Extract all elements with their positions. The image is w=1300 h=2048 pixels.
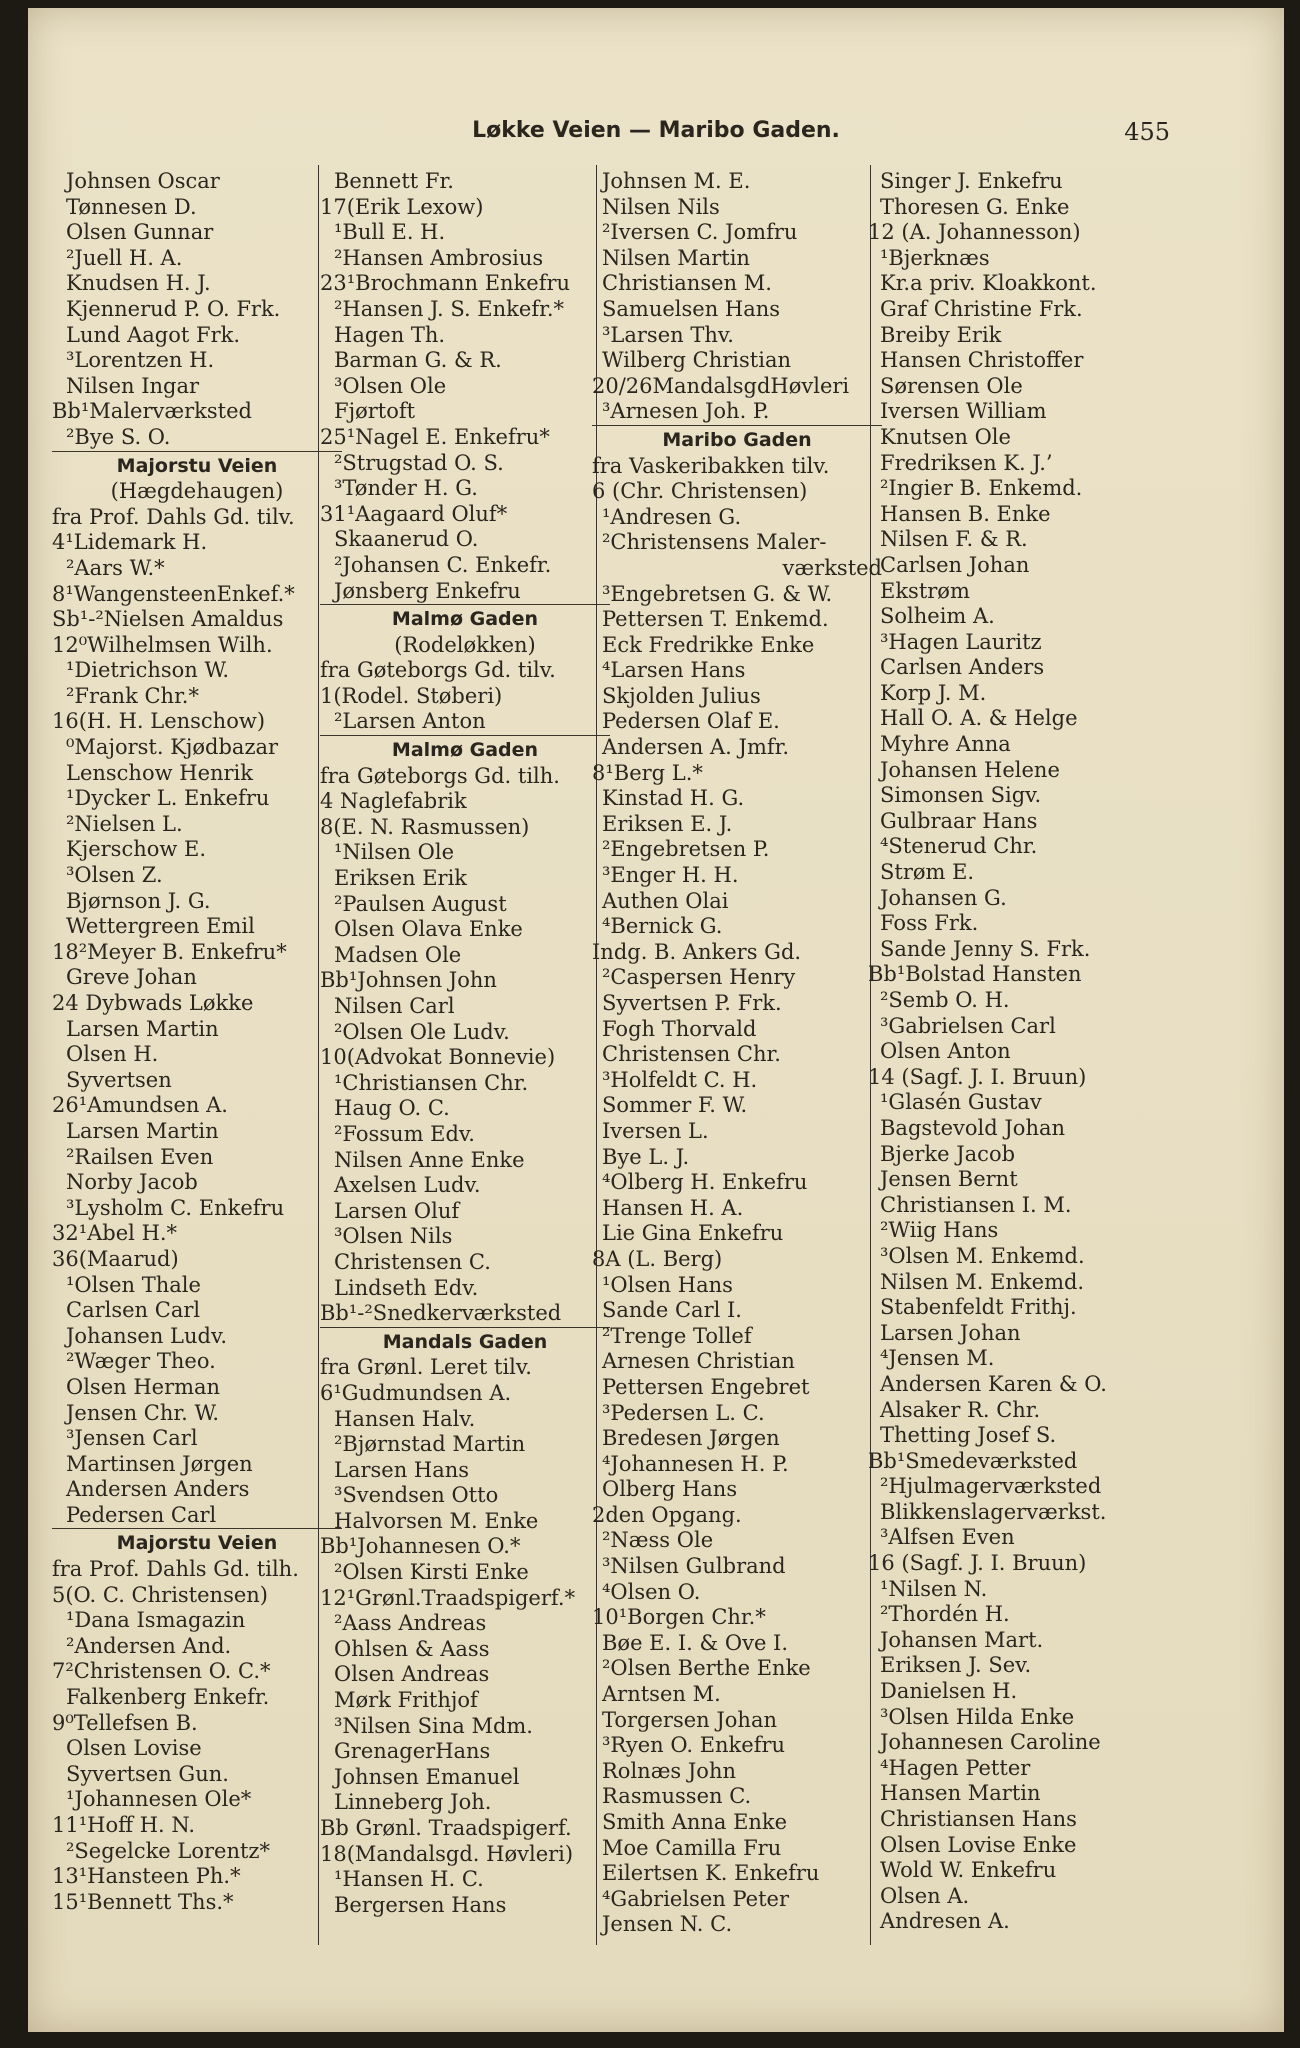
directory-entry: Hansen B. Enke: [880, 501, 1051, 526]
directory-entry: Syvertsen: [66, 1067, 172, 1092]
directory-entry: ³Olsen Hilda Enke: [880, 1704, 1075, 1729]
directory-entry: ³Lorentzen H.: [66, 348, 215, 373]
directory-entry: Jensen N. C.: [602, 1912, 733, 1937]
directory-entry: Andersen Anders: [66, 1477, 250, 1502]
directory-column-4: [868, 169, 1158, 1935]
directory-entry: Pedersen Carl: [66, 1502, 217, 1527]
directory-entry: ²Johansen C. Enkefr.: [334, 552, 552, 577]
directory-entry: fra Vaskeribakken tilv.: [592, 453, 830, 478]
directory-entry: ²Nielsen L.: [66, 811, 183, 836]
directory-entry: ³Alfsen Even: [880, 1525, 1015, 1550]
directory-entry: ³Hagen Lauritz: [880, 629, 1042, 654]
directory-entry: Carlsen Johan: [880, 552, 1030, 577]
directory-entry: ³Pedersen L. C.: [602, 1400, 765, 1425]
directory-entry: Larsen Johan: [880, 1320, 1021, 1345]
directory-entry: Andresen A.: [880, 1909, 1010, 1934]
directory-entry: Eriksen E. J.: [602, 811, 733, 836]
directory-entry: Jensen Chr. W.: [66, 1400, 220, 1425]
directory-entry: Rasmussen C.: [602, 1784, 752, 1809]
directory-entry: ²Iversen C. Jomfru: [602, 220, 798, 245]
directory-entry: ⁴Olberg H. Enkefru: [602, 1170, 808, 1195]
directory-entry: Fogh Thorvald: [602, 1016, 757, 1041]
directory-entry: ⁴Gabrielsen Peter: [602, 1886, 789, 1911]
directory-entry: Bb¹Bolstad Hansten: [868, 962, 1082, 987]
directory-entry: 8¹Berg L.*: [592, 760, 703, 785]
street-heading: Maribo Gaden: [662, 428, 812, 451]
directory-entry: ³Svendsen Otto: [334, 1483, 499, 1508]
directory-entry: ²Hansen J. S. Enkefr.*: [334, 296, 564, 321]
directory-entry: Thoresen G. Enke: [880, 194, 1070, 219]
directory-entry: ¹Olsen Thale: [66, 1272, 201, 1297]
directory-entry: 8A (L. Berg): [592, 1246, 723, 1271]
directory-entry: 8(E. N. Rasmussen): [320, 814, 530, 839]
directory-entry: Bøe E. I. & Ove I.: [602, 1630, 789, 1655]
directory-entry: Nilsen F. & R.: [880, 527, 1028, 552]
directory-entry: ³Olsen Nils: [334, 1224, 453, 1249]
directory-entry: Andersen Karen & O.: [880, 1371, 1107, 1396]
directory-entry: Bb¹Malerværksted: [52, 399, 252, 424]
directory-entry: ¹Dietrichson W.: [66, 658, 230, 683]
directory-entry: Ohlsen & Aass: [334, 1636, 490, 1661]
directory-entry: Eilertsen K. Enkefru: [602, 1861, 820, 1886]
directory-entry: Carlsen Carl: [66, 1298, 201, 1323]
directory-entry: Carlsen Anders: [880, 655, 1045, 680]
directory-entry: Iversen William: [880, 399, 1047, 424]
directory-entry: Johansen Ludv.: [66, 1323, 227, 1348]
directory-entry: ⁴Olsen O.: [602, 1579, 701, 1604]
directory-entry: Larsen Hans: [334, 1457, 470, 1482]
directory-entry: Sommer F. W.: [602, 1093, 748, 1118]
directory-entry: fra Gøteborgs Gd. tilv.: [320, 658, 556, 683]
directory-entry: Bb Grønl. Traadspigerf.: [320, 1816, 572, 1840]
directory-entry: Christensen C.: [334, 1249, 491, 1274]
directory-entry: ²Hansen Ambrosius: [334, 245, 544, 270]
directory-entry: ³Nilsen Gulbrand: [602, 1554, 786, 1579]
directory-entry: 31¹Aagaard Oluf*: [320, 501, 508, 526]
directory-entry: ³Lysholm C. Enkefru: [66, 1195, 285, 1220]
directory-entry: 13¹Hansteen Ph.*: [52, 1864, 241, 1889]
directory-entry: ³Larsen Thv.: [602, 322, 734, 347]
directory-entry: Christiansen I. M.: [880, 1192, 1072, 1217]
directory-entry: Christiansen Hans: [880, 1807, 1077, 1831]
directory-entry: ³Engebretsen G. & W.: [602, 581, 833, 606]
directory-entry: 1(Rodel. Støberi): [320, 683, 503, 708]
directory-entry: Eriksen Erik: [334, 866, 468, 891]
directory-entry: 16 (Sagf. J. I. Bruun): [868, 1551, 1087, 1576]
directory-entry: Samuelsen Hans: [602, 296, 781, 321]
directory-entry: Johansen G.: [880, 885, 1007, 910]
directory-entry: ³Enger H. H.: [602, 863, 739, 888]
directory-entry: Tønnesen D.: [66, 194, 197, 219]
directory-entry: Eck Fredrikke Enke: [602, 632, 815, 657]
directory-entry: ³Ryen O. Enkefru: [602, 1733, 786, 1758]
directory-column-2: [320, 169, 610, 1918]
directory-entry: Syvertsen P. Frk.: [602, 991, 782, 1015]
directory-entry: Graf Christine Frk.: [880, 296, 1083, 321]
directory-entry: Christensen Chr.: [602, 1042, 781, 1067]
directory-entry: Bb¹Smedeværksted: [868, 1448, 1078, 1473]
directory-entry: 4¹Lidemark H.: [52, 530, 208, 555]
directory-entry: Madsen Ole: [334, 942, 462, 967]
directory-entry: Olsen Andreas: [334, 1662, 490, 1687]
directory-entry: Knudsen H. J.: [66, 271, 211, 296]
directory-entry: Kr.a priv. Kloakkont.: [880, 271, 1097, 296]
directory-entry: Lund Aagot Frk.: [66, 322, 241, 347]
directory-entry: 4 Naglefabrik: [320, 789, 467, 814]
directory-column-3: [592, 169, 882, 1938]
directory-entry: Kjennerud P. O. Frk.: [66, 296, 281, 321]
directory-entry: ⁴Bernick G.: [602, 914, 723, 939]
directory-entry: Haug O. C.: [334, 1096, 450, 1121]
directory-entry: ⁴Jensen M.: [880, 1346, 995, 1371]
directory-entry: Singer J. Enkefru: [880, 169, 1063, 193]
directory-entry: ²Bjørnstad Martin: [334, 1432, 526, 1457]
directory-entry: ⁴Hagen Petter: [880, 1755, 1031, 1780]
directory-entry: ¹Nilsen N.: [880, 1576, 988, 1601]
directory-entry: (Rodeløkken): [394, 632, 536, 657]
directory-entry: ⁴Stenerud Chr.: [880, 834, 1038, 859]
directory-entry: Martinsen Jørgen: [66, 1451, 253, 1476]
directory-entry: Christiansen M.: [602, 271, 772, 296]
directory-entry: Bye L. J.: [602, 1144, 690, 1169]
street-heading: Malmø Gaden: [391, 739, 539, 762]
directory-entry: ⁰Majorst. Kjødbazar: [66, 735, 279, 760]
directory-entry: ²Semb O. H.: [880, 988, 1010, 1012]
directory-entry: Alsaker R. Chr.: [880, 1397, 1041, 1422]
directory-entry: Olsen H.: [66, 1042, 159, 1067]
directory-entry: Strøm E.: [880, 860, 975, 885]
directory-entry: Eriksen J. Sev.: [880, 1653, 1032, 1678]
directory-entry: Norby Jacob: [66, 1170, 198, 1195]
directory-entry: Johnsen M. E.: [602, 169, 751, 193]
directory-entry: Danielsen H.: [880, 1679, 1018, 1704]
directory-entry: Skaanerud O.: [334, 527, 479, 552]
directory-entry: Thetting Josef S.: [880, 1423, 1057, 1448]
directory-entry: ²Aass Andreas: [334, 1611, 487, 1636]
directory-entry: Olsen Herman: [66, 1374, 221, 1399]
directory-entry: Lie Gina Enkefru: [602, 1221, 784, 1246]
directory-entry: Barman G. & R.: [334, 348, 502, 373]
directory-entry: ²Larsen Anton: [334, 709, 486, 734]
directory-entry: ²Fossum Edv.: [334, 1121, 475, 1146]
directory-entry: Ekstrøm: [880, 578, 970, 603]
directory-entry: 8¹WangensteenEnkef.*: [52, 581, 295, 606]
directory-entry: ¹Hansen H. C.: [334, 1867, 484, 1892]
directory-entry: Nilsen Ingar: [66, 373, 200, 398]
directory-entry: ²Andersen And.: [66, 1633, 232, 1658]
directory-entry: 32¹Abel H.*: [52, 1221, 178, 1246]
directory-entry: ³Tønder H. G.: [334, 476, 478, 501]
directory-entry: 6¹Gudmundsen A.: [320, 1380, 512, 1405]
directory-entry: fra Prof. Dahls Gd. tilh.: [52, 1557, 299, 1582]
directory-entry: Pettersen Engebret: [602, 1374, 810, 1399]
directory-entry: Myhre Anna: [880, 732, 1011, 757]
directory-entry: ⁴Johannesen H. P.: [602, 1451, 789, 1476]
street-heading: Majorstu Veien: [116, 454, 278, 477]
directory-entry: ²Bye S. O.: [66, 424, 171, 449]
directory-entry: Bb¹Johnsen John: [320, 968, 497, 993]
directory-entry: Fredriksen K. J.’: [880, 450, 1053, 475]
directory-entry: Bb¹-²Snedkerværksted: [320, 1301, 562, 1326]
directory-entry: ³Olsen Ole: [334, 373, 447, 398]
directory-entry: 12⁰Wilhelmsen Wilh.: [52, 632, 273, 657]
directory-entry: ³Nilsen Sina Mdm.: [334, 1713, 533, 1738]
directory-entry: Breiby Erik: [880, 322, 1002, 347]
directory-entry: Bredesen Jørgen: [602, 1426, 780, 1451]
directory-entry: værksted: [782, 555, 882, 580]
directory-entry: Simonsen Sigv.: [880, 783, 1042, 808]
directory-entry: Arnesen Christian: [602, 1349, 795, 1374]
directory-entry: ¹Olsen Hans: [602, 1272, 733, 1297]
directory-entry: ³Olsen Z.: [66, 863, 163, 888]
directory-entry: Nilsen M. Enkemd.: [880, 1269, 1085, 1294]
directory-entry: Nilsen Nils: [602, 194, 720, 219]
directory-entry: Lindseth Edv.: [334, 1275, 479, 1300]
directory-entry: Sande Jenny S. Frk.: [880, 936, 1091, 961]
directory-entry: Falkenberg Enkefr.: [66, 1685, 270, 1710]
directory-entry: ²Engebretsen P.: [602, 837, 770, 862]
directory-entry: Olberg Hans: [602, 1477, 738, 1502]
directory-entry: ¹Andresen G.: [602, 504, 742, 529]
directory-entry: Johnsen Emanuel: [334, 1764, 520, 1789]
directory-entry: 11¹Hoff H. N.: [52, 1813, 196, 1837]
directory-entry: Nilsen Carl: [334, 994, 455, 1018]
directory-entry: Olsen Lovise Enke: [880, 1832, 1077, 1857]
directory-entry: Kjerschow E.: [66, 837, 207, 862]
directory-entry: ²Næss Ole: [602, 1528, 714, 1553]
directory-entry: Greve Johan: [66, 965, 197, 990]
directory-entry: Axelsen Ludv.: [334, 1173, 481, 1198]
directory-entry: fra Gøteborgs Gd. tilh.: [320, 763, 560, 788]
directory-entry: Authen Olai: [602, 888, 729, 913]
directory-entry: Bjerke Jacob: [880, 1141, 1016, 1166]
directory-entry: ¹Nilsen Ole: [334, 840, 454, 865]
directory-entry: ²Aars W.*: [66, 555, 165, 580]
directory-entry: Nilsen Anne Enke: [334, 1147, 525, 1172]
directory-entry: ²Wæger Theo.: [66, 1349, 216, 1374]
directory-entry: 6 (Chr. Christensen): [592, 479, 808, 504]
directory-entry: ²Christensens Maler-: [602, 530, 827, 555]
directory-entry: Larsen Martin: [66, 1016, 219, 1041]
directory-entry: ²Olsen Kirsti Enke: [334, 1560, 529, 1585]
directory-entry: Pedersen Olaf E.: [602, 709, 780, 734]
directory-entry: Indg. B. Ankers Gd.: [592, 939, 802, 964]
directory-entry: Gulbraar Hans: [880, 808, 1038, 833]
directory-column-1: [52, 169, 342, 1915]
directory-entry: Skjolden Julius: [602, 683, 761, 708]
directory-entry: Bagstevold Johan: [880, 1115, 1066, 1140]
directory-entry: Moe Camilla Fru: [602, 1835, 782, 1860]
directory-entry: ²Olsen Berthe Enke: [602, 1656, 811, 1681]
directory-entry: fra Grønl. Leret tilv.: [320, 1355, 532, 1380]
directory-entry: ⁴Larsen Hans: [602, 658, 746, 683]
directory-entry: 12¹Grønl.Traadspigerf.*: [320, 1585, 576, 1610]
directory-entry: 26¹Amundsen A.: [52, 1093, 228, 1118]
directory-entry: ³Olsen M. Enkemd.: [880, 1243, 1085, 1268]
directory-entry: Johansen Helene: [880, 757, 1060, 782]
directory-entry: ¹Bjerknæs: [880, 245, 990, 270]
directory-entry: 24 Dybwads Løkke: [52, 991, 254, 1015]
page-number: 455: [1124, 118, 1170, 146]
directory-entry: Hagen Th.: [334, 322, 446, 347]
directory-entry: ¹Glasén Gustav: [880, 1090, 1042, 1115]
directory-entry: Hall O. A. & Helge: [880, 706, 1078, 731]
directory-entry: Olsen A.: [880, 1883, 970, 1908]
directory-entry: Korp J. M.: [880, 680, 987, 705]
directory-entry: fra Prof. Dahls Gd. tilv.: [52, 504, 295, 529]
directory-entry: 25¹Nagel E. Enkefru*: [320, 424, 550, 449]
directory-entry: Wold W. Enkefru: [880, 1858, 1057, 1883]
directory-entry: Bergersen Hans: [334, 1892, 507, 1917]
directory-entry: 7²Christensen O. C.*: [52, 1659, 271, 1684]
directory-entry: Blikkenslagerværkst.: [880, 1499, 1107, 1524]
directory-entry: Fjørtoft: [334, 399, 416, 424]
directory-entry: Wettergreen Emil: [66, 914, 255, 939]
directory-entry: Solheim A.: [880, 604, 995, 629]
directory-entry: Hansen Martin: [880, 1781, 1041, 1806]
directory-entry: Knutsen Ole: [880, 424, 1011, 449]
directory-entry: 23¹Brochmann Enkefru: [320, 271, 571, 296]
directory-entry: 10¹Borgen Chr.*: [592, 1605, 766, 1630]
directory-entry: Larsen Martin: [66, 1118, 219, 1143]
directory-entry: Sørensen Ole: [880, 373, 1023, 398]
directory-entry: (Hægdehaugen): [110, 479, 284, 504]
directory-entry: Iversen L.: [602, 1118, 709, 1143]
directory-entry: Johnsen Oscar: [66, 169, 220, 193]
street-heading: Malmø Gaden: [391, 608, 539, 631]
directory-entry: ²Paulsen August: [334, 891, 507, 916]
directory-entry: ²Frank Chr.*: [66, 683, 199, 708]
directory-entry: ²Segelcke Lorentz*: [66, 1838, 270, 1863]
directory-entry: Lenschow Henrik: [66, 760, 254, 785]
directory-entry: Johansen Mart.: [880, 1627, 1044, 1652]
directory-entry: Rolnæs John: [602, 1758, 736, 1783]
directory-entry: ¹Bull E. H.: [334, 220, 446, 245]
directory-entry: Torgersen Johan: [602, 1707, 778, 1732]
directory-entry: Jensen Bernt: [880, 1167, 1018, 1192]
directory-entry: Olsen Lovise: [66, 1736, 202, 1761]
directory-entry: ²Trenge Tollef: [602, 1323, 752, 1348]
directory-entry: ²Wiig Hans: [880, 1218, 999, 1243]
running-header: Løkke Veien — Maribo Gaden.: [472, 118, 840, 143]
directory-entry: 15¹Bennett Ths.*: [52, 1889, 234, 1914]
directory-entry: Hansen Halv.: [334, 1406, 476, 1431]
directory-entry: ¹Dycker L. Enkefru: [66, 786, 270, 811]
directory-entry: 17(Erik Lexow): [320, 194, 484, 219]
directory-entry: Wilberg Christian: [602, 348, 791, 373]
directory-entry: Larsen Oluf: [334, 1198, 460, 1223]
directory-entry: Nilsen Martin: [602, 245, 750, 270]
directory-entry: Hansen H. A.: [602, 1195, 744, 1220]
directory-entry: Sande Carl I.: [602, 1298, 742, 1323]
directory-entry: Foss Frk.: [880, 911, 979, 936]
directory-entry: 10(Advokat Bonnevie): [320, 1045, 556, 1070]
directory-entry: Andersen A. Jmfr.: [602, 735, 790, 760]
directory-entry: Olsen Anton: [880, 1039, 1011, 1064]
directory-entry: ²Railsen Even: [66, 1144, 214, 1169]
directory-entry: ²Strugstad O. S.: [334, 450, 504, 475]
directory-entry: ³Jensen Carl: [66, 1426, 198, 1451]
directory-entry: GrenagerHans: [334, 1739, 491, 1764]
directory-entry: ¹Christiansen Chr.: [334, 1070, 529, 1095]
directory-entry: Olsen Gunnar: [66, 220, 214, 245]
street-heading: Mandals Gaden: [382, 1330, 548, 1353]
directory-entry: 2den Opgang.: [592, 1502, 742, 1527]
directory-entry: ²Olsen Ole Ludv.: [334, 1019, 510, 1044]
directory-entry: ¹Johannesen Ole*: [66, 1787, 252, 1812]
directory-entry: Arntsen M.: [602, 1682, 721, 1707]
directory-entry: Bennett Fr.: [334, 169, 454, 193]
directory-entry: Hansen Christoffer: [880, 348, 1084, 373]
directory-entry: ³Arnesen Joh. P.: [602, 399, 770, 424]
street-heading: Majorstu Veien: [116, 1532, 278, 1555]
directory-entry: ²Thordén H.: [880, 1602, 1010, 1627]
directory-entry: ²Juell H. A.: [66, 245, 183, 270]
directory-entry: Jønsberg Enkefru: [334, 578, 521, 603]
directory-entry: ³Gabrielsen Carl: [880, 1013, 1056, 1038]
directory-entry: 18(Mandalsgd. Høvleri): [320, 1841, 574, 1866]
directory-entry: 5(O. C. Christensen): [52, 1582, 268, 1607]
directory-entry: Bjørnson J. G.: [66, 888, 211, 913]
directory-entry: ²Ingier B. Enkemd.: [880, 476, 1083, 501]
directory-entry: 12 (A. Johannesson): [868, 220, 1081, 245]
directory-entry: 36(Maarud): [52, 1246, 179, 1271]
directory-entry: ²Caspersen Henry: [602, 965, 796, 990]
directory-entry: Mørk Frithjof: [334, 1688, 478, 1713]
directory-entry: Johannesen Caroline: [880, 1730, 1101, 1755]
directory-entry: Bb¹Johannesen O.*: [320, 1534, 521, 1559]
directory-entry: 18²Meyer B. Enkefru*: [52, 939, 287, 964]
directory-entry: 20/26MandalsgdHøvleri: [592, 373, 850, 398]
directory-entry: ¹Dana Ismagazin: [66, 1608, 246, 1633]
directory-entry: Pettersen T. Enkemd.: [602, 607, 829, 632]
directory-entry: Syvertsen Gun.: [66, 1761, 229, 1786]
directory-entry: Sb¹-²Nielsen Amaldus: [52, 607, 284, 632]
directory-entry: ²Hjulmagerværksted: [880, 1474, 1102, 1499]
directory-entry: 14 (Sagf. J. I. Bruun): [868, 1064, 1087, 1089]
directory-entry: 9⁰Tellefsen B.: [52, 1710, 198, 1735]
directory-entry: Kinstad H. G.: [602, 786, 745, 811]
directory-entry: Linneberg Joh.: [334, 1790, 492, 1815]
directory-entry: ³Holfeldt C. H.: [602, 1067, 758, 1092]
directory-entry: Olsen Olava Enke: [334, 917, 523, 942]
directory-entry: Stabenfeldt Frithj.: [880, 1295, 1077, 1320]
directory-entry: Halvorsen M. Enke: [334, 1508, 539, 1533]
directory-entry: 16(H. H. Lenschow): [52, 709, 266, 734]
directory-entry: Smith Anna Enke: [602, 1810, 788, 1834]
